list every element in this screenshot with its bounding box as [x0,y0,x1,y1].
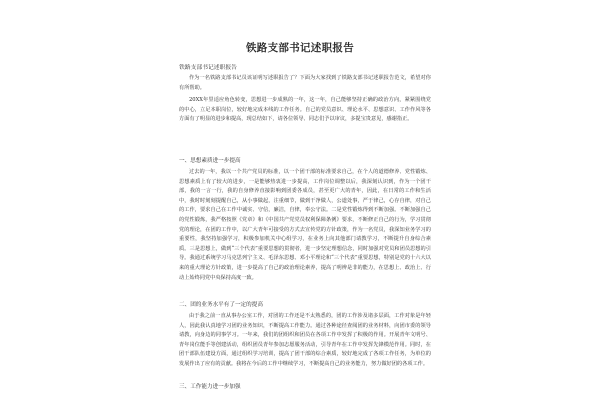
section-heading-3: 三、工作能力进一步加强 [179,384,241,390]
section-heading-1: 一、思想素质进一步提高 [179,158,241,164]
intro-paragraph: 作为一名铁路支部书记员该证明写述职报告了？下面为大家找到了铁路支部书记述职报告范文，希望对你有所帮助。 [179,75,431,91]
section-2-paragraph: 由于我之前一直从事办公室工作，对团的工作还是不太熟悉的，团的工作涉及诸多层面，工作对象是年轻人，因此我认真地学习团的业务知识，不断提高工作能力。通过各种途径查阅团的业务材料，向团市委的领导请教，向身边的同事学习。一年来，我们的团组织和团员在各项工作中发挥了积极的作用。开展青年文明号、青年岗位能手等创建活动，组织团员青年参加志愿服务活动，引导青年在工作中发挥先锋模范作用。同时，在团干部队伍建设方面，通过组织学习培训，提高了团干部的综合素质，较好地完成了各项工作任务，为单位的发展作出了应有的贡献。我将在今后的工作中继续学习，不断提高自己的业务能力，努力做好团的各项工作。 [179,313,431,367]
document-subtitle: 铁路支部书记述职报告 [179,65,237,71]
document-title: 铁路支部书记述职报告 [246,42,354,54]
section-heading-2: 二、团的业务水平有了一定的提高 [179,302,263,308]
summary-paragraph: 20XX年里适应角色转变，思想进一步成熟的一年，这一年，自己能够坚持正确的政治方向，紧紧围绕党的中心，立足本职岗位，较好地完成本线的工作任务。自己的党员意识、理论水平、思想意识、工作作风等各方面有了明显的进步和提高，现总结如下，请各位领导、同志们予以审议，多提宝贵意见，感谢指正。 [179,97,431,123]
document-page [155,0,445,400]
section-1-paragraph: 过去的一年，我以一个共产党员的标准，以一个团干部的标准要求自己，在个人的道德修养、党性锻炼、思想素质上有了较大的进步，一是能够热衷进一步提高，工作岗位调整以后，我深刻认识到，作为一个团干部，我的一言一行，我的自身修养直接影响到团委各成员，甚至更广大的青年，因此，在日常的工作和生活中，我时时刻刻提醒自己，从小事做起，注重细节，做到干净做人，公道处事，严于律己，心存自律，对自己的工作，要求自己在工作中诚实、守信，廉洁，自律，奉公守法。二是党性锻炼得到不断加强。不断加强自己的党性锻炼，我严格按照《党章》和《中国共产党党员权利保障条例》要求，不断修正自己的行为，学习贯彻党的理论，在团的工作中，以广大青年可接受的方式去宣传党的方针政策，作为一名党员，我深知业务学习的重要性，我坚持加强学习，积极参加机关中心组学习，在业务上向其他部门请教学习，不断提升自身综合素质。三是思想上，做到“三个代表”重要思想的贯彻者，进一步坚定理想信念，同时加强对党员和团员思想的引导。我通过系统学习马克思列宁主义、毛泽东思想、邓小平理论和“三个代表”重要思想，特别是党的十六大以来的重大理论方针政策，进一步提高了自己的政治理论素养，提高了明辨是非的能力，在思想上、政治上、行动上始终同党中央保持高度一致。 [179,169,431,281]
